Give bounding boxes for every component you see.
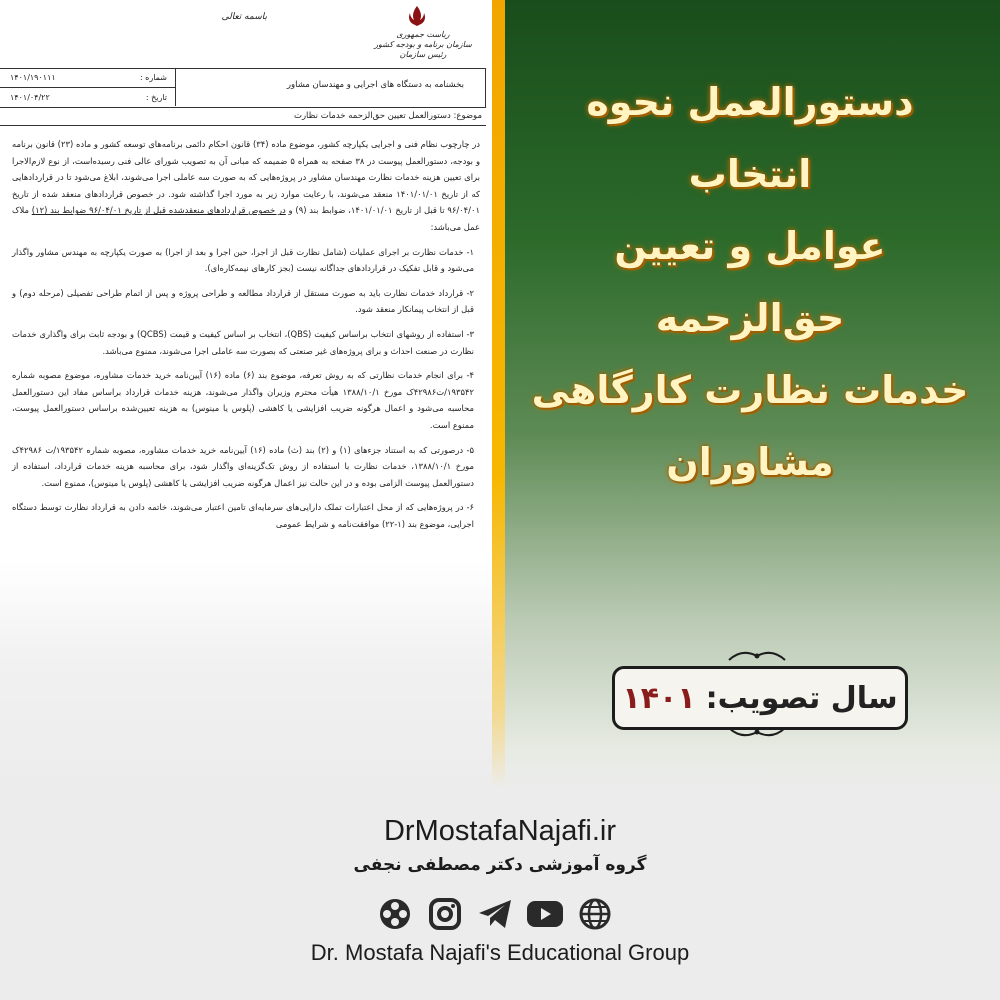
badge-box	[612, 666, 908, 730]
intro-paragraph	[12, 136, 480, 236]
group-name-fa: گروه آموزشی دکتر مصطفی نجفی	[353, 855, 647, 875]
group-name-en: Dr. Mostafa Najafi's Educational Group	[310, 940, 690, 965]
accent-stripe	[492, 0, 505, 790]
instagram-icon[interactable]	[425, 894, 465, 934]
clause-6: ۶- در پروژه‌هایی که از محل اعتبارات تملک دارایی‌های سرمایه‌ای تامین اعتبار می‌شوند، خاتمه دادن به قرارداد نظارت توسط دستگاه اجرایی، موضوع بند (۱-۲۲) موافقت‌نامه و شرایط عمومی	[12, 502, 474, 529]
ornament-top-icon	[727, 650, 787, 662]
telegram-icon[interactable]	[475, 894, 515, 934]
badge-label: سال تصویب:	[705, 680, 898, 716]
intro-text-c: ملاک عمل می‌باشد:	[12, 205, 480, 232]
clause-3: ۳- استفاده از روشهای انتخاب براساس کیفیت (QBS)، انتخاب بر اساس کیفیت و قیمت (QCBS) و بودجه ثابت برای واگذاری خدمات نظارت در صنعت احداث و برای پروژه‌های غیر صنعتی که بصورت سه عاملی اجرا می‌شوند، ممنوع می‌باشد.	[12, 328, 474, 356]
number-value: ۱۴۰۱/۱۹۰۱۱۱	[10, 73, 56, 82]
title-line-4: مشاوران	[666, 440, 834, 484]
clause-5: ۵- درصورتی که به استناد جزء‌های (۱) و (۲) بند (ث) ماده (۱۶) آیین‌نامه خرید خدمات مشاوره، مصوبه شماره ۱۹۳۵۴۲/ت ۴۲۹۸۶ک مورخ ۱۳۸۸/۱۰/۱، خدمات نظارت با استفاده از روش تک‌گزینه‌ای واگذار شود، برای محاسبه هزینه خدمات قرارداد، استفاده از دستورالعمل پیوست الزامی بوده و در این حالت نیز اعمال هرگونه ضریب افزایشی یا کاهشی (پلوس یا مینوس)، ممنوع است.	[12, 444, 475, 488]
clause-2: ۲- قرارداد خدمات نظارت باید به صورت مستقل از قرارداد مطالعه و طراحی پروژه و پس از اتمام طراحی تفصیلی (مرحله دوم) و قبل از انتخاب پیمانکار منعقد شود.	[12, 287, 474, 315]
document-body	[12, 136, 480, 540]
social-links	[375, 893, 615, 935]
badge-year: ۱۴۰۱	[622, 680, 696, 716]
poster-title	[520, 66, 980, 498]
issuer-line-1: ریاست جمهوری	[396, 30, 450, 39]
title-line-3: خدمات نظارت کارگاهی	[531, 368, 969, 412]
issuer-line-2: سازمان برنامه و بودجه کشور	[374, 40, 472, 49]
title-line-1: دستورالعمل نحوه انتخاب	[586, 80, 914, 196]
aparat-icon[interactable]	[375, 894, 415, 934]
subject-line: موضوع: دستورالعمل تعیین حق‌الزحمه خدمات نظارت	[0, 107, 486, 126]
title-line-2: عوامل و تعیین حق‌الزحمه	[614, 224, 886, 340]
clause-4: ۴- برای انجام خدمات نظارتی که به روش تعرفه، موضوع بند (۶) ماده (۱۶) آیین‌نامه خرید خدمات مشاوره، موضوع مصوبه شماره ۱۹۳۵۴۲/ت۴۲۹۸۶ک مورخ ۱۳۸۸/۱۰/۱ هیأت محترم وزیران واگذار می‌شوند، هزینه خدمات قرارداد براساس مفاد این دستورالعمل محاسبه می‌شود و اعمال هرگونه ضریب افزایشی یا کاهشی (پلوس یا مینوس) به هزینه تعیین‌شده براساس دستورالعمل پیوست، ممنوع است.	[12, 370, 474, 430]
circular-document	[0, 0, 492, 780]
approval-year-badge	[598, 650, 916, 740]
date-row	[0, 87, 175, 107]
issuer-line-3: رئیس سازمان	[399, 50, 447, 59]
recipients: بخشنامه به دستگاه های اجرایی و مهندسان مشاور	[286, 80, 464, 90]
number-label: شماره :	[139, 73, 167, 82]
clause-1: ۱- خدمات نظارت بر اجرای عملیات (شامل نظارت قبل از اجرا، حین اجرا و بعد از اجرا) به صورت یکپارچه به مهندس مشاور واگذار می‌شود و قابل تفکیک در قراردادهای جداگانه نیست (بجز کارهای نیمه‌کاره‌ای).	[12, 246, 474, 274]
globe-icon[interactable]	[575, 894, 615, 934]
date-value: ۱۴۰۱/۰۴/۲۲	[10, 93, 50, 102]
basmala: باسمه تعالی	[221, 12, 267, 22]
website-url[interactable]: DrMostafaNajafi.ir	[383, 815, 617, 847]
intro-text-a: در چارچوب نظام فنی و اجرایی یکپارچه کشور، موضوع ماده (۳۴) قانون احکام دائمی برنامه‌های توسعه کشور و ماده (۲۳) قانون برنامه و بودجه، دستورالعمل پیوست در ۳۸ صفحه به همراه ۵ ضمیمه که مبانی آن به تصویب شورای عالی فنی رسیده‌است، از نوع لازم‌الاجرا برای تعیین هزینه خدمات نظارت مهندسان مشاور در پروژه‌هایی که به صورت سه عاملی اجرا می‌شوند، ابلاغ می‌شود تا در قراردادهایی که از تاریخ ۱۴۰۱/۰۱/۰۱ منعقد می‌شوند، با رعایت موارد زیر به مورد اجرا گذاشته شود. در خصوص قراردادهای منعقد شده از تاریخ ۹۶/۰۴/۰۱ تا قبل از تاریخ ۱۴۰۱/۰۱/۰۱، ضوابط بند (۹) و	[12, 139, 480, 216]
date-label: تاریخ :	[145, 93, 167, 102]
intro-text-underlined: در خصوص قراردادهای منعقدشده قبل از تاریخ ۹۶/۰۴/۰۱ ضوابط بند (۱۲)	[31, 205, 286, 216]
iran-emblem-icon	[404, 4, 430, 30]
letter-meta	[0, 68, 176, 106]
youtube-icon[interactable]	[525, 894, 565, 934]
issuer-block	[368, 30, 478, 60]
number-row	[0, 68, 175, 87]
